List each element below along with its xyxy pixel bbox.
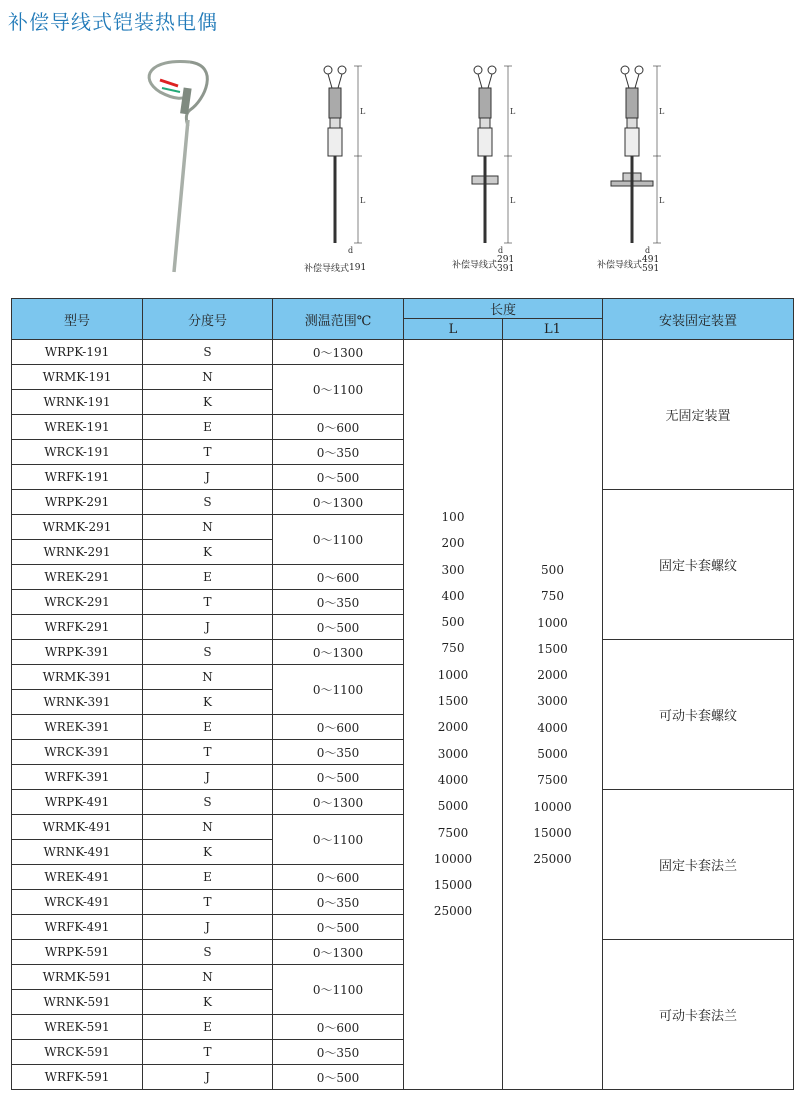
model-cell: WRFK-591 — [12, 1065, 143, 1090]
grade-cell: N — [143, 665, 273, 690]
length-value: 5000 — [537, 747, 568, 762]
header-length: 长度 — [404, 299, 603, 319]
header-L1: L1 — [503, 319, 603, 340]
range-cell: 0～500 — [273, 465, 404, 490]
range-cell: 0～500 — [273, 1065, 404, 1090]
length-value: 500 — [541, 563, 564, 577]
length-value: 750 — [441, 641, 465, 656]
model-number: 291 — [497, 255, 515, 265]
drawing-491-591 — [597, 48, 687, 253]
length-value: 25000 — [433, 904, 473, 919]
grade-cell: E — [143, 715, 273, 740]
range-cell: 0～1300 — [273, 490, 404, 515]
length-value: 3000 — [437, 746, 469, 761]
model-cell: WREK-491 — [12, 865, 143, 890]
range-cell: 0～500 — [273, 915, 404, 940]
dim-label-L: L — [360, 196, 366, 205]
grade-cell: K — [143, 390, 273, 415]
model-number: 391 — [497, 264, 515, 274]
mount-cell: 可动卡套螺纹 — [603, 640, 794, 790]
thermocouple-photo — [130, 50, 240, 275]
length-value: 10000 — [533, 799, 572, 814]
length-value: 3000 — [537, 694, 568, 709]
grade-cell: K — [143, 990, 273, 1015]
range-cell: 0～1100 — [273, 815, 404, 865]
spec-table — [11, 298, 794, 1090]
model-cell: WRNK-591 — [12, 990, 143, 1015]
model-cell: WRCK-291 — [12, 590, 143, 615]
grade-cell: J — [143, 465, 273, 490]
drawing-191 — [300, 48, 390, 253]
dim-label-L: L — [360, 107, 366, 116]
header-mount: 安装固定装置 — [603, 299, 794, 340]
header-grade: 分度号 — [143, 299, 273, 340]
table-row — [12, 940, 794, 965]
range-cell: 0～1100 — [273, 665, 404, 715]
model-cell: WRNK-391 — [12, 690, 143, 715]
model-number: 191 — [349, 263, 367, 273]
model-cell: WRCK-191 — [12, 440, 143, 465]
drawing-291-391 — [450, 48, 540, 253]
grade-cell: S — [143, 640, 273, 665]
grade-cell: N — [143, 815, 273, 840]
grade-cell: K — [143, 540, 273, 565]
model-cell: WREK-391 — [12, 715, 143, 740]
model-cell: WRMK-491 — [12, 815, 143, 840]
range-cell: 0～1300 — [273, 940, 404, 965]
range-cell: 0～1100 — [273, 515, 404, 565]
length-value: 400 — [441, 588, 465, 603]
range-cell: 0～500 — [273, 765, 404, 790]
grade-cell: J — [143, 765, 273, 790]
length-value: 100 — [441, 510, 465, 524]
model-cell: WRMK-191 — [12, 365, 143, 390]
header-range: 测温范围℃ — [273, 299, 404, 340]
model-cell: WRCK-391 — [12, 740, 143, 765]
range-cell: 0～350 — [273, 890, 404, 915]
range-cell: 0～350 — [273, 1040, 404, 1065]
caption-191 — [304, 261, 366, 274]
spec-body — [12, 340, 794, 1090]
grade-cell: N — [143, 965, 273, 990]
range-cell: 0～600 — [273, 1015, 404, 1040]
mount-cell: 固定卡套法兰 — [603, 790, 794, 940]
grade-cell: N — [143, 515, 273, 540]
dim-label-L: L — [510, 196, 516, 205]
figure-strip — [0, 40, 800, 290]
model-number: 491 — [642, 255, 660, 265]
length-value: 15000 — [433, 878, 473, 893]
model-cell: WRMK-391 — [12, 665, 143, 690]
model-cell: WRPK-491 — [12, 790, 143, 815]
grade-cell: T — [143, 590, 273, 615]
range-cell: 0～500 — [273, 615, 404, 640]
model-cell: WRPK-191 — [12, 340, 143, 365]
range-cell: 0～1100 — [273, 365, 404, 415]
dim-label-d: d — [348, 246, 354, 253]
model-cell: WRNK-291 — [12, 540, 143, 565]
range-cell: 0～600 — [273, 415, 404, 440]
grade-cell: S — [143, 340, 273, 365]
model-cell: WRPK-391 — [12, 640, 143, 665]
range-cell: 0～1300 — [273, 640, 404, 665]
model-cell: WRCK-591 — [12, 1040, 143, 1065]
L-values-cell — [404, 340, 503, 1090]
caption-491-591 — [597, 256, 659, 274]
model-cell: WRFK-191 — [12, 465, 143, 490]
grade-cell: T — [143, 740, 273, 765]
dim-label-L: L — [659, 196, 665, 205]
dim-label-d: d — [498, 246, 504, 253]
model-cell: WREK-591 — [12, 1015, 143, 1040]
grade-cell: S — [143, 940, 273, 965]
model-cell: WRPK-291 — [12, 490, 143, 515]
header-L: L — [404, 319, 503, 340]
model-cell: WRNK-491 — [12, 840, 143, 865]
grade-cell: K — [143, 840, 273, 865]
length-value: 300 — [441, 562, 465, 577]
range-cell: 0～350 — [273, 740, 404, 765]
model-cell: WRMK-591 — [12, 965, 143, 990]
dim-label-L: L — [510, 107, 516, 116]
length-value: 1000 — [537, 615, 568, 630]
grade-cell: J — [143, 1065, 273, 1090]
range-cell: 0～600 — [273, 715, 404, 740]
length-value: 750 — [541, 589, 564, 604]
mount-cell: 无固定装置 — [603, 340, 794, 490]
length-value: 500 — [441, 615, 465, 630]
grade-cell: J — [143, 615, 273, 640]
length-value: 1500 — [537, 641, 568, 656]
range-cell: 0～600 — [273, 565, 404, 590]
table-row — [12, 790, 794, 815]
model-cell: WRFK-291 — [12, 615, 143, 640]
range-cell: 0～1100 — [273, 965, 404, 1015]
range-cell: 0～600 — [273, 865, 404, 890]
length-value: 10000 — [433, 851, 473, 866]
grade-cell: E — [143, 865, 273, 890]
model-cell: WRPK-591 — [12, 940, 143, 965]
caption-text: 补偿导线式 — [597, 260, 643, 271]
dim-label-d: d — [645, 246, 651, 253]
model-number: 591 — [642, 264, 660, 274]
caption-text: 补偿导线式 — [304, 264, 350, 274]
grade-cell: T — [143, 890, 273, 915]
length-value: 4000 — [537, 720, 568, 735]
caption-291-391 — [452, 256, 514, 274]
grade-cell: S — [143, 790, 273, 815]
grade-cell: E — [143, 415, 273, 440]
length-value: 2000 — [537, 668, 568, 683]
grade-cell: N — [143, 365, 273, 390]
grade-cell: K — [143, 690, 273, 715]
model-cell: WREK-191 — [12, 415, 143, 440]
length-value: 7500 — [437, 825, 469, 840]
range-cell: 0～350 — [273, 440, 404, 465]
length-value: 15000 — [533, 825, 572, 840]
model-cell: WRFK-491 — [12, 915, 143, 940]
length-value: 2000 — [437, 720, 469, 735]
dim-label-L: L — [659, 107, 665, 116]
grade-cell: T — [143, 440, 273, 465]
caption-text: 补偿导线式 — [452, 260, 498, 271]
length-value: 25000 — [533, 852, 572, 867]
range-cell: 0～350 — [273, 590, 404, 615]
length-value: 5000 — [437, 799, 469, 814]
range-cell: 0～1300 — [273, 790, 404, 815]
grade-cell: E — [143, 565, 273, 590]
table-row — [12, 640, 794, 665]
model-cell: WREK-291 — [12, 565, 143, 590]
mount-cell: 固定卡套螺纹 — [603, 490, 794, 640]
length-value: 200 — [441, 536, 465, 551]
header-model: 型号 — [12, 299, 143, 340]
mount-cell: 可动卡套法兰 — [603, 940, 794, 1090]
grade-cell: T — [143, 1040, 273, 1065]
grade-cell: J — [143, 915, 273, 940]
model-cell: WRNK-191 — [12, 390, 143, 415]
range-cell: 0～1300 — [273, 340, 404, 365]
grade-cell: S — [143, 490, 273, 515]
model-cell: WRFK-391 — [12, 765, 143, 790]
page-title: 补偿导线式铠装热电偶 — [8, 10, 218, 34]
model-cell: WRCK-491 — [12, 890, 143, 915]
length-value: 7500 — [537, 773, 568, 788]
length-value: 4000 — [437, 772, 469, 787]
length-value: 1000 — [437, 667, 469, 682]
table-row — [12, 340, 794, 365]
length-value: 1500 — [437, 694, 469, 709]
model-cell: WRMK-291 — [12, 515, 143, 540]
table-row — [12, 490, 794, 515]
grade-cell: E — [143, 1015, 273, 1040]
L1-values-cell — [503, 340, 603, 1090]
